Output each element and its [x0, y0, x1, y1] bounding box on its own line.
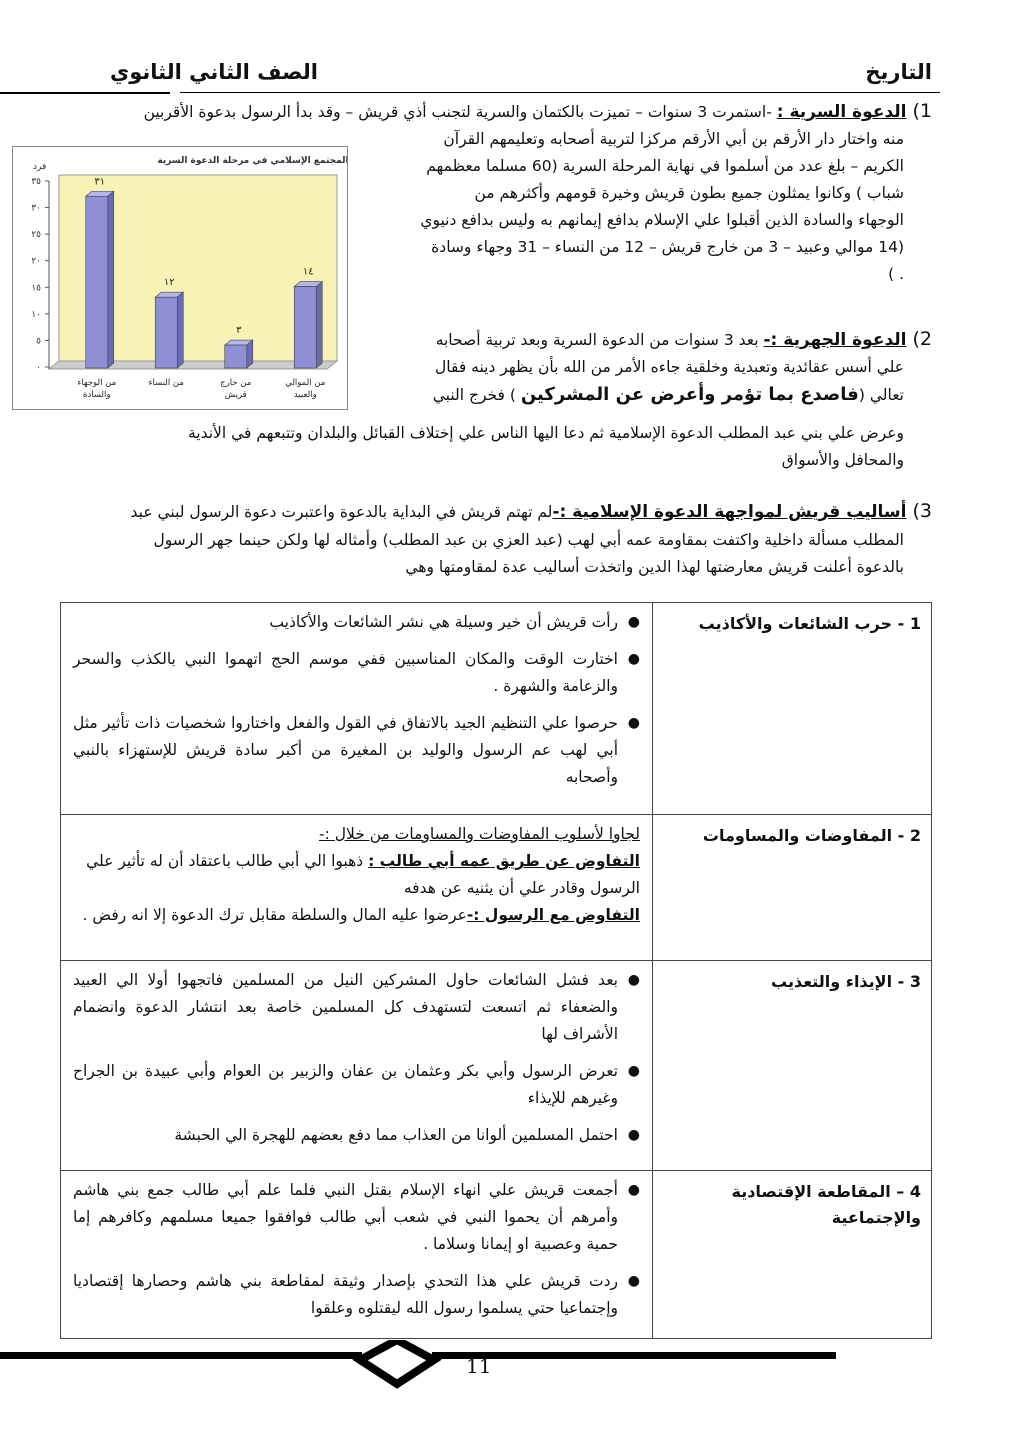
- chart-category-label-cont: والعبيد: [293, 390, 317, 400]
- chart-tick-label: ١٥: [31, 283, 41, 294]
- section-2-number: 2): [912, 328, 932, 350]
- chart-bar: [155, 297, 177, 368]
- list-item: ● بعد فشل الشائعات حاول المشركين النيل من المسلمين فاتجهوا أولا الي العبيد والضعفاء ثم اتسعت لتستهدف كل المسلمين خاصة بعد انتشار الدعوة وانضمام الأشراف لها: [73, 967, 618, 1048]
- section-1-line: . ): [888, 265, 904, 283]
- chart-category-label: من النساء: [148, 378, 184, 388]
- header-rule: [180, 92, 940, 93]
- chart-bar: [225, 345, 247, 368]
- negotiation-text: عرضوا عليه المال والسلطة مقابل ترك الدعوة إلا انه رفض .: [82, 906, 467, 924]
- section-2-line: علي أسس عقائدية وتعبدية وخلقية جاءه الأمر من الله بأن يظهر دينه فقال: [435, 358, 904, 376]
- section-2-line: وعرض علي بني عبد المطلب الدعوة الإسلامية ثم دعا اليها الناس علي إختلاف القبائل والبلدان وتتبعهم في الأندية: [187, 424, 904, 442]
- section-1-line: (14 موالي وعبيد – 3 من خارج قريش – 12 من النساء – 31 وجهاء وسادة: [431, 238, 904, 256]
- section-2-text: بعد 3 سنوات من الدعوة السرية وبعد تربية أصحابه: [435, 331, 764, 349]
- section-2-line: والمحافل والأسواق: [781, 451, 904, 469]
- method-body: [61, 1171, 653, 1339]
- method-name: 4 – المقاطعة الإقتصادية والإجتماعية: [653, 1171, 932, 1339]
- chart-title: المجتمع الإسلامي في مرحلة الدعوة السرية: [157, 156, 347, 166]
- list-item: ● رأت قريش أن خير وسيلة هي نشر الشائعات والأكاذيب: [73, 609, 618, 636]
- chart-bar-side: [177, 292, 183, 368]
- section-public-call: [392, 326, 932, 354]
- section-2-ayah-pre: تعالي (: [858, 386, 904, 404]
- section-3-first-line: [92, 498, 932, 526]
- chart-tick-label: ٢٠: [31, 256, 41, 267]
- section-2-ayah-line: [384, 381, 904, 409]
- method-intro: لجاوا لأسلوب المفاوضات والمساومات من خلال :-: [318, 825, 640, 843]
- negotiation-title: التفاوض عن طريق عمه أبي طالب :: [368, 852, 640, 870]
- section-3-number: 3): [912, 500, 932, 522]
- table-row: [61, 603, 932, 815]
- chart-bar-side: [247, 340, 253, 368]
- section-1-body: [364, 126, 904, 288]
- page-header: [0, 56, 1024, 100]
- quran-verse: فاصدع بما تؤمر وأعرض عن المشركين: [520, 384, 859, 405]
- list-item: ● ردت قريش علي هذا التحدي بإصدار وثيقة لمقاطعة بني هاشم وحصارها إقتصاديا وإجتماعيا حتي يسلموا رسول الله ليقتلوه وعلقوا: [73, 1268, 618, 1322]
- negotiation-title: التفاوض مع الرسول :-: [466, 906, 640, 924]
- list-item: ● أجمعت قريش علي انهاء الإسلام بقتل النبي فلما علم أبي طالب جمع بني هاشم وأمرهم أن يحموا النبي في شعب أبي طالب فوافقوا جميعا مسلمهم وكافرهم إما حمية وعصبية او إيمانا وسلاما .: [73, 1177, 618, 1258]
- section-1-line: الكريم – بلغ عدد من أسلموا في نهاية المرحلة السرية (60 مسلما معظمهم: [426, 157, 904, 175]
- table-row: [61, 961, 932, 1171]
- section-2-tail: [84, 420, 904, 474]
- table-row: [61, 815, 932, 961]
- section-2-body: [384, 354, 904, 409]
- chart-category-label-cont: قريش: [224, 390, 247, 400]
- method-body: [61, 815, 653, 961]
- methods-table: [60, 602, 932, 1339]
- section-3-body: [84, 527, 904, 581]
- section-2-first-line: [392, 326, 932, 354]
- method-name: 2 - المفاوضات والمساومات: [653, 815, 932, 961]
- section-1-title: الدعوة السرية :: [776, 102, 907, 122]
- chart-category-label: من خارج: [220, 378, 252, 388]
- list-item: ● تعرض الرسول وأبي بكر وعثمان بن عفان والزبير بن العوام وأبي عبيدة بن الجراح وغيرهم للإيذاء: [73, 1058, 618, 1112]
- chart-bar-side: [316, 282, 322, 368]
- list-item: ● اختارت الوقت والمكان المناسبين ففي موسم الحج اتهموا النبي بالكذب والسحر والزعامة والشهرة .: [73, 646, 618, 700]
- list-item: ● حرصوا علي التنظيم الجيد بالاتفاق في القول والفعل واختاروا شخصيات ذات تأثير مثل أبي لهب عم الرسول والوليد بن المغيرة من أكبر سادة قريش للإستهزاء بالنبي وأصحابه: [73, 710, 618, 791]
- negotiation-text: ذهبوا الي أبي طالب باعتقاد أن له تأثير علي الرسول وقادر علي أن يثنيه عن هدفه: [86, 852, 640, 897]
- subject-title: التاريخ: [865, 60, 932, 84]
- footer-ornament: [0, 1340, 1024, 1400]
- chart-ylabel: فرد: [33, 162, 47, 172]
- chart-tick-label: ١٠: [31, 309, 41, 320]
- chart-data-label: ٣: [236, 325, 242, 337]
- section-2-title: الدعوة الجهرية :-: [763, 330, 907, 350]
- section-3-line: بالدعوة أعلنت قريش معارضتها لهذا الدين واتخذت أساليب عدة لمقاومتها وهي: [405, 558, 904, 576]
- section-secret-call: [102, 98, 932, 126]
- negotiation-paragraph: [73, 902, 640, 929]
- section-3-title: أساليب قريش لمواجهة الدعوة الإسلامية :-: [552, 502, 907, 522]
- chart-tick-label: ٣٥: [31, 177, 41, 187]
- chart-data-label: ١٤: [302, 266, 314, 278]
- section-1-line: الوجهاء والسادة الذين أقبلوا علي الإسلام بدافع إيمانهم به وليس بدافع دنيوي: [420, 211, 904, 229]
- grade-title: الصف الثاني الثانوي: [110, 60, 318, 84]
- section-quraysh-methods: [92, 498, 932, 526]
- chart-svg: [13, 147, 347, 409]
- method-body: [61, 961, 653, 1171]
- chart-tick-label: ٠: [36, 363, 41, 373]
- section-1-line: منه واختار دار الأرقم بن أبي الأرقم مركزا لتربية أصحابه وتعليمهم القرآن: [443, 130, 904, 148]
- header-underline: [0, 92, 170, 94]
- chart-tick-label: ٢٥: [31, 230, 41, 241]
- section-2-ayah-post: ) فخرج النبي: [432, 386, 521, 404]
- section-3-line: المطلب مسألة داخلية واكتفت بمقاومة عمه أبي لهب (عبد العزي بن عبد المطلب) وأمثاله لها ولكن حينما جهر الرسول: [153, 531, 904, 549]
- method-name: 1 - حرب الشائعات والأكاذيب: [653, 603, 932, 815]
- chart-bar: [294, 287, 316, 368]
- chart-tick-label: ٣٠: [31, 203, 41, 214]
- chart-data-label: ١٢: [163, 277, 175, 289]
- chart-data-label: ٣١: [94, 176, 106, 188]
- negotiation-paragraph: [73, 848, 640, 902]
- chart-category-label: من الموالي: [285, 378, 326, 388]
- section-3-text: لم تهتم قريش في البداية بالدعوة واعتبرت دعوة الرسول لبني عبد: [130, 503, 553, 521]
- method-body: [61, 603, 653, 815]
- chart-bar: [86, 196, 108, 368]
- chart-category-label: من الوجهاء: [77, 378, 117, 388]
- page-footer: [0, 1340, 1024, 1400]
- bar-chart: [12, 146, 348, 410]
- section-1-line: شباب ) وكانوا يمثلون جميع بطون قريش وخيرة قومهم وأكثرهم من: [474, 184, 904, 202]
- chart-category-label-cont: والسادة: [83, 390, 111, 400]
- chart-bar-side: [108, 191, 114, 368]
- chart-tick-label: ٥: [36, 336, 41, 347]
- page-number: 11: [466, 1354, 492, 1378]
- method-name: 3 - الإيذاء والتعذيب: [653, 961, 932, 1171]
- list-item: ● احتمل المسلمين ألوانا من العذاب مما دفع بعضهم للهجرة الي الحبشة: [73, 1122, 618, 1149]
- section-1-number: 1): [912, 100, 932, 122]
- section-1-first-line: [102, 98, 932, 126]
- table-row: [61, 1171, 932, 1339]
- section-1-text: -استمرت 3 سنوات – تميزت بالكتمان والسرية لتجنب أذي قريش – وقد بدأ الرسول بدعوة الأقربين: [143, 103, 777, 121]
